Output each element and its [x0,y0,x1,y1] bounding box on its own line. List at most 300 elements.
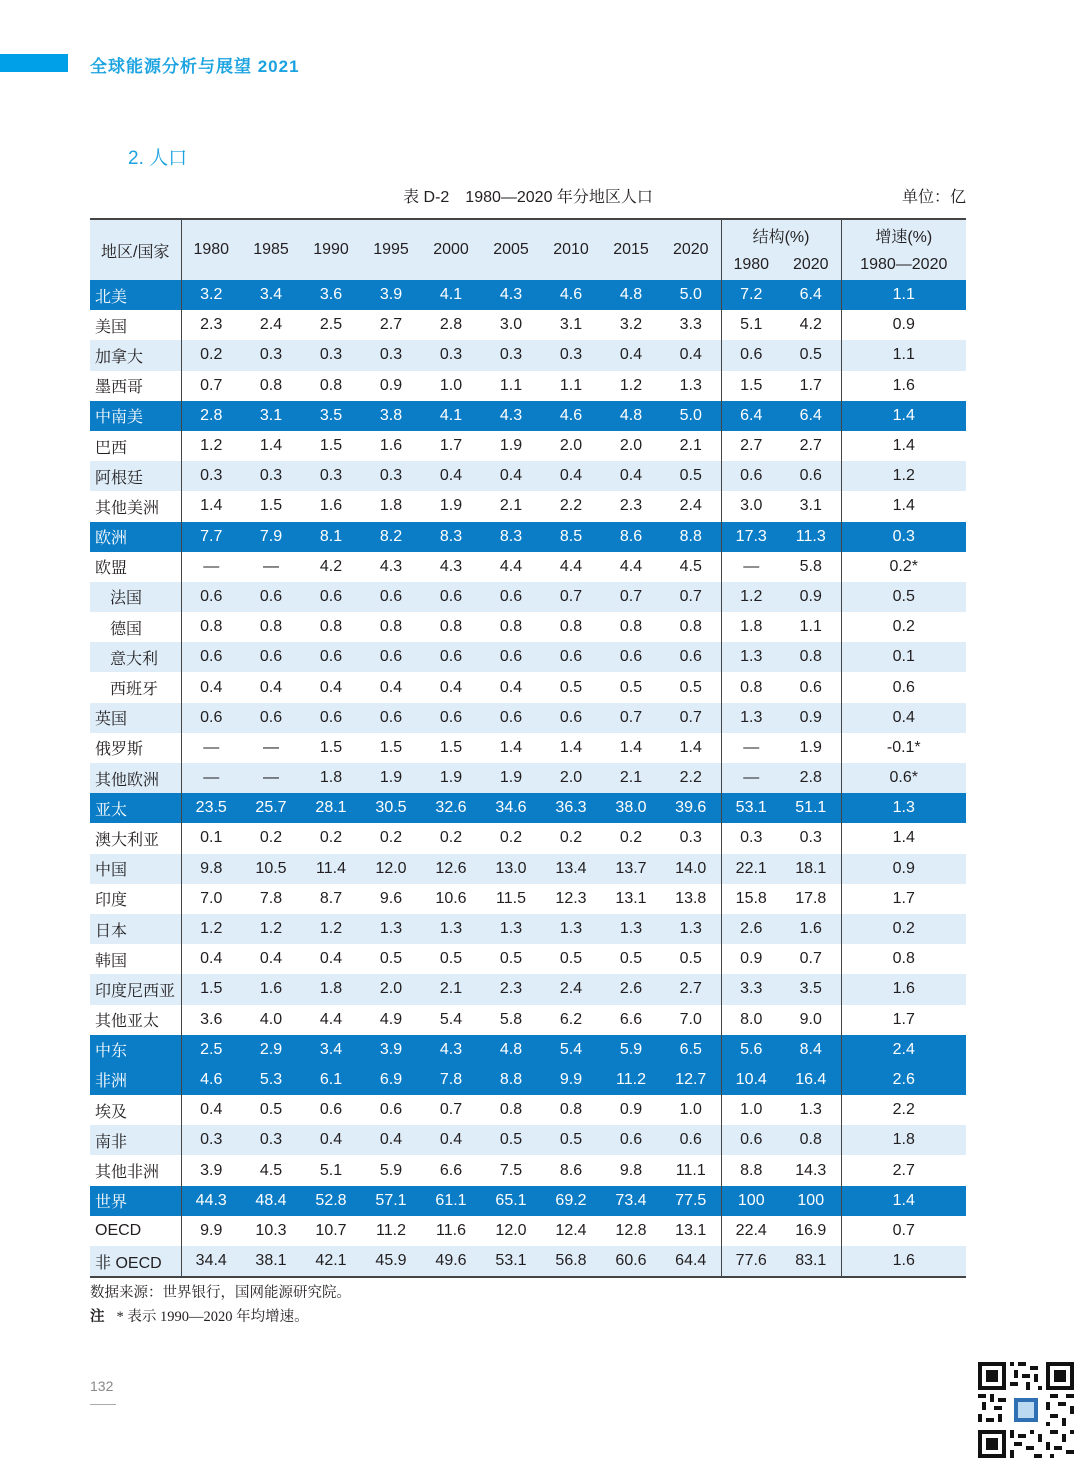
population-cell: 2.0 [379,980,403,998]
row-label: 俄罗斯 [95,741,144,759]
growth-cell: 1.7 [841,1005,966,1035]
population-cell: 1.8 [319,769,343,787]
population-cell: 6.2 [559,1010,583,1028]
structure-cell: 22.1 [721,854,781,884]
population-cell: 2.2 [679,769,702,787]
population-cell: 0.6 [379,708,403,726]
structure-cell: 53.1 [721,793,781,823]
header-structure: 结构(%) [721,219,841,250]
population-cell: 2.7 [679,980,702,998]
population-cell: 4.6 [181,1065,241,1095]
section-title: 2. 人口 [128,148,188,169]
population-cell: 1.2 [619,376,643,394]
population-cell: 5.0 [679,286,702,304]
population-cell: 0.6 [181,703,241,733]
population-cell: 12.7 [675,1070,707,1088]
population-cell: 0.4 [379,1131,403,1149]
population-cell: 0.6 [619,1131,643,1149]
table-row [90,310,966,340]
population-cell: 0.6 [181,582,241,612]
row-label: 其他非洲 [95,1164,160,1182]
population-cell: 1.5 [379,738,403,756]
structure-cell: 22.4 [721,1216,781,1246]
table-unit: 单位：亿 [901,189,966,206]
population-cell: 0.6 [259,648,283,666]
structure-cell: 16.4 [795,1070,827,1088]
structure-cell: 8.4 [799,1040,822,1058]
population-cell: 1.9 [499,437,523,455]
growth-cell: 0.9 [841,310,966,340]
population-cell: 3.6 [319,286,343,304]
population-cell: 1.9 [439,769,463,787]
population-cell: 1.4 [499,738,523,756]
row-label: 印度尼西亚 [95,982,176,1000]
population-cell: 0.8 [259,618,283,636]
structure-cell: 1.9 [799,738,822,756]
population-cell: 61.1 [435,1191,467,1209]
population-cell: 1.1 [559,376,583,394]
population-cell: 1.4 [559,738,583,756]
population-cell: 2.0 [619,437,643,455]
structure-cell: 77.6 [721,1246,781,1277]
row-label: 其他亚太 [95,1013,160,1031]
population-cell: 65.1 [495,1191,527,1209]
population-cell: 23.5 [181,793,241,823]
population-cell: 5.8 [499,1010,523,1028]
growth-cell: 1.4 [841,823,966,853]
population-cell: 52.8 [315,1191,347,1209]
note-label: 注 [90,1309,105,1325]
population-cell: 0.3 [181,461,241,491]
population-cell: 7.7 [181,522,241,552]
population-cell: 2.2 [559,497,583,515]
population-cell: 12.0 [375,859,407,877]
structure-cell: — [721,763,781,793]
population-cell: 0.5 [559,950,583,968]
population-cell: 1.6 [259,980,283,998]
population-cell: 1.9 [439,497,463,515]
population-cell: 3.4 [259,286,283,304]
population-cell: 1.5 [319,437,343,455]
population-cell: 12.0 [495,1221,527,1239]
population-cell: 0.6 [439,587,463,605]
population-cell: 0.6 [559,648,583,666]
population-cell: 38.0 [615,799,647,817]
population-cell: 11.2 [616,1070,646,1088]
structure-cell: 0.6 [799,467,822,485]
row-label: 中东 [95,1043,128,1061]
population-cell: 1.5 [439,738,463,756]
population-cell: 0.5 [379,950,403,968]
population-cell: 4.5 [679,557,702,575]
table-row [90,914,966,944]
structure-cell: 8.8 [721,1155,781,1185]
population-cell: 2.4 [259,316,283,334]
structure-cell: 7.2 [721,280,781,310]
population-cell: 48.4 [255,1191,287,1209]
table-row [90,733,966,763]
region-row [90,401,966,431]
population-cell: 0.5 [499,1131,523,1149]
population-cell: 0.5 [259,1101,283,1119]
population-cell: 12.3 [555,889,587,907]
growth-cell: 0.5 [841,582,966,612]
population-cell: — [263,738,279,756]
table-row [90,854,966,884]
table-row [90,703,966,733]
page-number-rule [90,1404,116,1405]
population-cell: 7.8 [439,1070,463,1088]
population-cell: 8.6 [559,1161,583,1179]
population-cell: 5.1 [319,1161,343,1179]
region-row [90,793,966,823]
population-cell: 0.6 [619,648,643,666]
population-cell: 2.0 [559,437,583,455]
population-cell: 25.7 [255,799,287,817]
population-cell: 3.1 [259,406,283,424]
row-label: 其他美洲 [95,499,160,517]
population-cell: 9.9 [181,1216,241,1246]
population-cell: 4.4 [559,557,583,575]
population-cell: 4.1 [439,286,463,304]
population-cell: 8.1 [319,527,343,545]
table-row [90,552,966,582]
header-year: 2005 [481,219,541,280]
population-cell: 14.0 [675,859,707,877]
population-cell: 0.8 [319,376,343,394]
header-year: 1995 [361,219,421,280]
population-cell: 3.2 [181,280,241,310]
structure-cell: 6.4 [721,401,781,431]
header-year: 2000 [421,219,481,280]
population-cell: 4.3 [379,557,403,575]
population-cell: 0.5 [679,950,702,968]
population-cell: 1.3 [379,920,403,938]
structure-cell: 2.8 [799,769,822,787]
population-cell: 2.5 [319,316,343,334]
population-cell: 0.7 [679,587,702,605]
population-cell: 11.2 [376,1221,406,1239]
population-cell: 1.3 [619,920,643,938]
population-cell: 0.7 [439,1101,463,1119]
population-cell: 2.1 [679,437,702,455]
population-cell: 44.3 [181,1186,241,1216]
population-cell: 4.6 [559,286,583,304]
row-label: OECD [95,1221,142,1239]
growth-cell: 1.4 [841,491,966,521]
population-cell: 8.3 [439,527,463,545]
population-cell: 1.6 [319,497,343,515]
population-cell: 0.3 [439,346,463,364]
population-cell: 0.6 [259,587,283,605]
row-label: 墨西哥 [95,379,144,397]
population-cell: 60.6 [601,1246,661,1277]
structure-cell: 0.9 [721,944,781,974]
qr-code-image [978,1362,1074,1458]
note-text: * 表示 1990—2020 年均增速。 [116,1309,309,1325]
structure-cell: 11.3 [795,527,826,545]
population-cell: 5.4 [559,1040,583,1058]
population-cell: 0.6 [319,1101,343,1119]
structure-cell: 3.1 [799,497,822,515]
population-cell: 69.2 [555,1191,587,1209]
population-cell: 4.9 [379,1010,403,1028]
structure-cell: 1.3 [799,1101,822,1119]
population-cell: 0.3 [319,346,343,364]
population-cell: 2.4 [679,497,702,515]
population-cell: 0.3 [559,346,583,364]
header-structure-year: 2020 [792,256,829,273]
structure-cell: 14.3 [795,1161,827,1179]
structure-cell: 3.0 [721,491,781,521]
table-row [90,1005,966,1035]
structure-cell: 51.1 [795,799,827,817]
population-cell: 0.5 [619,678,643,696]
structure-cell: 0.3 [721,823,781,853]
population-cell: 42.1 [301,1246,361,1277]
growth-cell: 1.6 [841,371,966,401]
population-cell: 8.5 [559,527,583,545]
population-cell: 0.4 [679,346,702,364]
population-cell: 10.3 [255,1221,287,1239]
structure-cell: 1.8 [721,612,781,642]
population-cell: 0.8 [439,618,463,636]
population-cell: 0.4 [439,467,463,485]
population-cell: 3.6 [181,1005,241,1035]
population-cell: 0.4 [619,346,643,364]
population-cell: 1.2 [181,914,241,944]
structure-cell: 0.3 [799,829,822,847]
population-cell: 4.4 [319,1010,343,1028]
growth-cell: 0.9 [841,854,966,884]
population-cell: 1.0 [679,1101,702,1119]
header-title: 全球能源分析与展望 2021 [90,57,300,76]
population-cell: 0.8 [379,618,403,636]
growth-cell: 1.1 [841,340,966,370]
population-cell: 0.6 [499,648,523,666]
population-cell: — [181,733,241,763]
row-label: 欧盟 [95,560,128,578]
table-row [90,371,966,401]
population-cell: 7.0 [679,1010,702,1028]
population-cell: 0.8 [619,618,643,636]
structure-cell: 15.8 [721,884,781,914]
population-cell: 13.8 [675,889,707,907]
growth-cell: 2.2 [841,1095,966,1125]
population-cell: 0.9 [619,1101,643,1119]
population-cell: 0.5 [619,950,643,968]
population-cell: 30.5 [375,799,407,817]
growth-cell: 0.1 [841,642,966,672]
header-growth: 增速(%) [841,219,966,250]
table-row [90,672,966,702]
population-cell: 2.3 [181,310,241,340]
population-cell: 8.2 [379,527,403,545]
table-row [90,582,966,612]
population-cell: 0.8 [559,618,583,636]
table-row [90,1216,966,1246]
structure-cell: 1.2 [721,582,781,612]
population-cell: 1.9 [499,769,523,787]
row-label: 英国 [95,711,128,729]
population-cell: 32.6 [435,799,467,817]
population-cell: 10.6 [435,889,467,907]
row-label: 澳大利亚 [95,831,160,849]
population-cell: 11.5 [496,889,526,907]
population-cell: 0.6 [679,1131,702,1149]
population-cell: 1.7 [439,437,463,455]
population-cell: 1.4 [259,437,283,455]
population-cell: 0.4 [499,678,523,696]
population-cell: 0.6 [319,587,343,605]
population-cell: 4.8 [619,406,643,424]
structure-cell: 16.9 [795,1221,827,1239]
header-region: 地区/国家 [90,219,181,280]
growth-cell: 1.3 [841,793,966,823]
population-cell: 0.6 [319,648,343,666]
population-cell: 12.8 [615,1221,647,1239]
population-cell: 39.6 [675,799,707,817]
population-cell: 1.5 [319,738,343,756]
growth-cell: 1.4 [841,431,966,461]
population-cell: 11.4 [316,859,346,877]
header-year: 1985 [241,219,301,280]
population-cell: 3.8 [379,406,403,424]
growth-cell: 0.2* [841,552,966,582]
row-label: 西班牙 [110,681,159,699]
population-cell: 1.3 [499,920,523,938]
population-cell: 0.4 [181,672,241,702]
population-cell: 0.4 [439,1131,463,1149]
row-label: 中国 [95,862,128,880]
structure-cell: 17.3 [721,522,781,552]
population-cell: 0.2 [499,829,523,847]
table-row [90,461,966,491]
population-cell: 0.8 [181,612,241,642]
population-cell: 8.8 [679,527,702,545]
table-caption: 表 D-2 1980—2020 年分地区人口 [403,189,653,206]
structure-cell: 0.9 [799,587,822,605]
population-cell: 4.8 [499,1040,523,1058]
population-cell: 10.7 [315,1221,347,1239]
population-cell: 0.4 [379,678,403,696]
population-cell: 0.8 [499,618,523,636]
growth-cell: 0.6 [841,672,966,702]
population-cell: 1.6 [379,437,403,455]
structure-cell: 0.6 [721,1125,781,1155]
population-cell: 0.3 [379,346,403,364]
region-row [90,280,966,310]
population-cell: 0.7 [619,587,643,605]
population-cell: 0.6 [499,587,523,605]
population-cell: 3.4 [319,1040,343,1058]
header-year: 2015 [601,219,661,280]
structure-cell: 18.1 [795,859,827,877]
population-cell: 8.6 [619,527,643,545]
population-cell: 0.4 [319,950,343,968]
growth-cell: 0.2 [841,612,966,642]
population-cell: 0.3 [181,1125,241,1155]
growth-cell: 1.8 [841,1125,966,1155]
population-cell: 77.5 [675,1191,707,1209]
population-cell: 2.3 [619,497,643,515]
population-cell: 0.6 [439,708,463,726]
row-label: 印度 [95,892,128,910]
structure-cell: 1.7 [799,376,822,394]
growth-cell: 1.6 [841,1246,966,1277]
row-label: 非 OECD [90,1246,181,1277]
population-cell: 36.3 [555,799,587,817]
population-cell: 12.4 [555,1221,587,1239]
population-cell: 2.8 [181,401,241,431]
population-cell: 2.0 [559,769,583,787]
population-cell: 0.4 [181,944,241,974]
population-cell: 3.9 [379,286,403,304]
population-cell: 0.4 [259,950,283,968]
population-cell: 4.3 [439,557,463,575]
table-row [90,884,966,914]
structure-cell: 0.9 [799,708,822,726]
population-cell: 0.2 [259,829,283,847]
header-accent-bar [0,54,68,72]
header-year: 2020 [661,219,721,280]
population-cell: 0.3 [319,467,343,485]
population-cell: 0.6 [499,708,523,726]
population-cell: 0.7 [181,371,241,401]
structure-cell: 0.6 [721,340,781,370]
structure-cell: 5.1 [721,310,781,340]
population-cell: 4.5 [259,1161,283,1179]
population-cell: 34.6 [495,799,527,817]
population-cell: 0.3 [679,829,702,847]
row-label: 北美 [95,288,128,306]
growth-cell: 0.2 [841,914,966,944]
population-cell: 9.8 [619,1161,643,1179]
population-cell: 7.0 [181,884,241,914]
population-cell: 4.1 [439,406,463,424]
population-cell: 0.4 [319,1131,343,1149]
growth-cell: 1.4 [841,401,966,431]
population-cell: 1.5 [181,974,241,1004]
structure-cell: 10.4 [721,1065,781,1095]
population-cell: 0.2 [319,829,343,847]
population-cell: 4.8 [619,286,643,304]
population-cell: 0.4 [559,467,583,485]
population-cell: 9.6 [379,889,403,907]
row-label: 阿根廷 [95,469,144,487]
structure-cell: 6.4 [799,286,822,304]
structure-cell: 0.6 [799,678,822,696]
population-cell: 53.1 [481,1246,541,1277]
structure-cell: 1.1 [799,618,822,636]
population-cell: 1.4 [619,738,643,756]
population-cell: 0.7 [559,587,583,605]
table-row [90,491,966,521]
population-cell: 0.6 [319,708,343,726]
population-cell: 2.7 [379,316,403,334]
growth-cell: -0.1* [841,733,966,763]
population-cell: 2.3 [499,980,523,998]
population-cell: 64.4 [661,1246,721,1277]
population-cell: 0.3 [379,467,403,485]
population-cell: 12.6 [435,859,467,877]
population-cell: 0.6 [379,1101,403,1119]
population-cell: 0.5 [559,1131,583,1149]
population-cell: 3.3 [679,316,702,334]
structure-cell: 0.8 [721,672,781,702]
header-year: 2010 [541,219,601,280]
header-year: 1990 [301,219,361,280]
